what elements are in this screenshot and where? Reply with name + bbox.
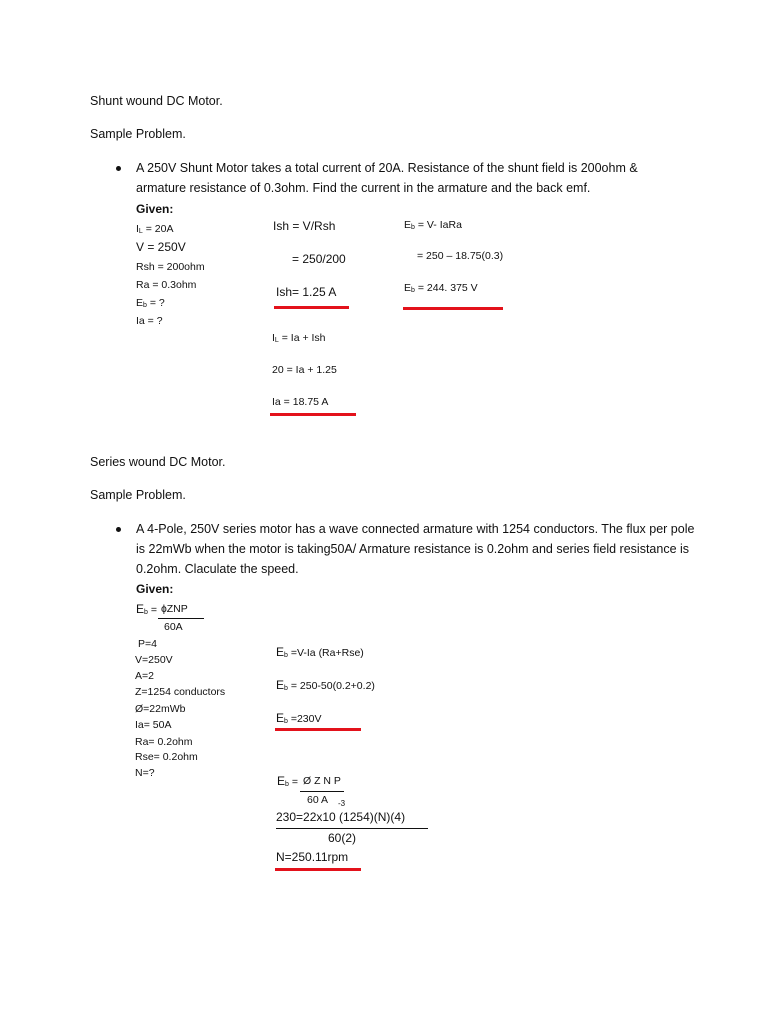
given-p: P=4 <box>138 638 157 650</box>
eb-formula-lhs: $E_b$ = <box>136 602 157 616</box>
given-rse: Rse= 0.2ohm <box>135 751 198 763</box>
ish-result: Ish= 1.25 A <box>276 285 337 299</box>
eb-result: $E_b = 244$. 375 V <box>404 282 478 294</box>
given-ia: Ia= 50A <box>135 719 172 731</box>
eb-formula-denominator: 60A <box>164 621 183 633</box>
eb-formula-numerator: ɸZNP <box>161 603 188 615</box>
given-label: Given: <box>136 202 174 216</box>
eb-calc-line2: $E_b = 250-50(0.2+0.2)$ <box>276 678 375 692</box>
bullet-icon <box>116 166 121 171</box>
given-il: $I_L = 20A$ <box>136 223 174 235</box>
speed-formula-numerator: Ø Z N P <box>303 775 341 787</box>
ish-formula: Ish = V/Rsh <box>273 219 336 233</box>
given-ra: Ra= 0.2ohm <box>135 736 193 748</box>
ish-underline <box>274 306 349 309</box>
ia-underline <box>270 413 356 416</box>
eb-calc-result: $E_b =230V$ <box>276 711 322 725</box>
fraction-bar <box>158 618 204 619</box>
given-eb: $E_b$ = ? <box>136 297 165 309</box>
given-ia: Ia = ? <box>136 315 163 327</box>
fraction-bar <box>300 791 344 792</box>
bullet-icon <box>116 527 121 532</box>
speed-underline <box>275 868 361 871</box>
section-title-series: Series wound DC Motor. <box>90 455 226 469</box>
ia-formula: $I_L = Ia$ + Ish <box>272 332 326 344</box>
given-v: V=250V <box>135 654 173 666</box>
sample-problem-label: Sample Problem. <box>90 127 186 141</box>
given-v: V = 250V <box>136 240 186 254</box>
given-rsh: Rsh = 200ohm <box>136 261 205 273</box>
eb-calc-line1: $E_b =V-Ia$ (Ra+Rse) <box>276 645 364 659</box>
given-flux: Ø=22mWb <box>135 703 186 715</box>
speed-formula-lhs: $E_b$ = <box>277 774 298 788</box>
fraction-bar <box>276 828 428 829</box>
speed-equation-denominator: 60(2) <box>328 831 357 845</box>
given-label-2: Given: <box>136 582 174 596</box>
sample-problem-label-2: Sample Problem. <box>90 488 186 502</box>
problem-statement-2: A 4-Pole, 250V series motor has a wave connected armature with 1254 conductors. The flux per pole is 22mWb when the motor is taking50A/ Armature resistance is 0.2ohm and series field resistance is 0.2ohm. Claculate the speed. <box>136 522 695 576</box>
given-ra: Ra = 0.3ohm <box>136 279 197 291</box>
speed-formula-denominator: 60 A <box>307 794 329 806</box>
speed-result: N=250.11rpm <box>276 850 349 864</box>
given-z: Z=1254 conductors <box>135 686 226 698</box>
given-n: N=? <box>135 767 155 779</box>
eb-formula: $E_b = V-$ IaRa <box>404 219 462 231</box>
problem-statement: A 250V Shunt Motor takes a total current of 20A. Resistance of the shunt field is 200ohm & armature resistance of 0.3ohm. Find the current in the armature and the back emf. <box>136 161 638 195</box>
section-title-shunt: Shunt wound DC Motor. <box>90 94 223 108</box>
eb-calc-underline <box>275 728 361 731</box>
ia-result: Ia = 18.75 A <box>272 396 329 408</box>
eb-underline <box>403 307 503 310</box>
eb-substitution: = 250 – 18.75(0.3) <box>417 250 504 262</box>
ia-substitution: 20 = Ia + 1.25 <box>272 364 337 376</box>
given-a: A=2 <box>135 670 154 682</box>
ish-substitution: = 250/200 <box>292 252 346 266</box>
exponent: -3 <box>338 799 346 808</box>
speed-equation: 230=22x10 (1254)(N)(4) <box>276 810 406 824</box>
